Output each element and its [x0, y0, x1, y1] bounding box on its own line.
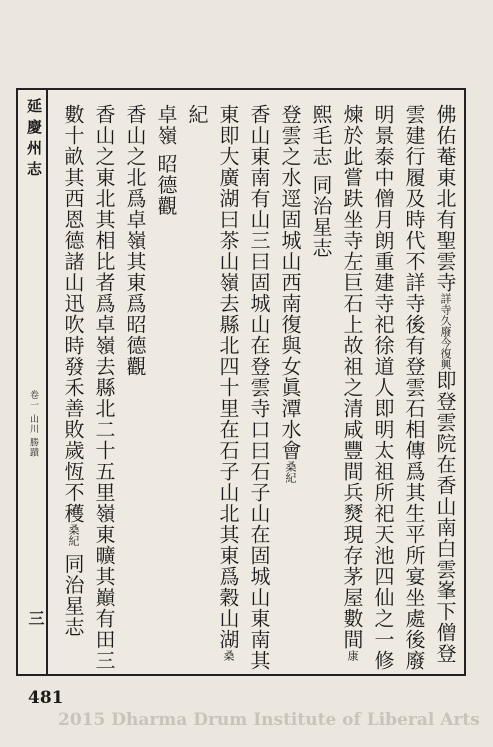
column-note: 康 — [346, 650, 359, 661]
column-text: 熙毛志 同治星志 — [309, 104, 333, 259]
text-column-13 — [57, 104, 88, 637]
column-text: 香山之北爲卓嶺其東爲昭德觀 — [123, 104, 147, 377]
column-text: 卓嶺 昭德觀 — [154, 104, 178, 217]
column-note: 桑紀 — [284, 461, 297, 483]
text-column-4 — [336, 104, 367, 661]
text-column-11 — [119, 104, 150, 377]
text-column-2 — [398, 104, 429, 671]
text-column-12 — [88, 104, 119, 671]
column-note: 桑紀 — [67, 524, 80, 546]
text-column-9 — [181, 104, 212, 125]
margin-column — [18, 90, 48, 674]
book-title: 延慶州志 — [25, 98, 43, 182]
column-text: 香山東南有山三曰固城山在登雲寺口曰石子山在固城山東南其 — [247, 104, 271, 671]
column-text: 登雲之水逕固城山西南復與女眞潭水會 — [278, 104, 302, 461]
column-text: 數十畝其西恩德諸山迅吹時發禾善敗歲恆不穫 — [61, 104, 85, 524]
watermark: 2015 Dharma Drum Institute of Liberal Arts — [58, 710, 480, 730]
column-tail: 即登雲院在香山南白雲峯下僧登 — [433, 370, 457, 664]
column-tail: 同治星志 — [61, 546, 85, 638]
column-text: 佛佑菴東北有聖雲寺 — [433, 104, 457, 293]
column-text: 明景泰中僧月朗重建寺祀徐道人即明太祖所祀天池四仙之一修 — [371, 104, 395, 671]
page-number: 481 — [28, 688, 64, 708]
text-column-8 — [212, 104, 243, 661]
column-text: 香山之東北其相比者爲卓嶺去縣北二十五里嶺東曠其巔有田三 — [92, 104, 116, 671]
column-note: 桑 — [222, 650, 235, 661]
text-column-7 — [243, 104, 274, 671]
text-column-1 — [429, 104, 460, 664]
text-column-5 — [305, 104, 336, 258]
text-frame — [16, 88, 466, 676]
column-text: 紀 — [185, 104, 209, 125]
text-column-10 — [150, 104, 181, 216]
column-text: 東即大廣湖曰茶山嶺去縣北四十里在石子山北其東爲穀山湖 — [216, 104, 240, 650]
text-column-6 — [274, 104, 305, 483]
column-text: 雲建行履及時代不詳寺後有登雲石相傳爲其生平所宴坐處後廢 — [402, 104, 426, 671]
column-note: 詳寺久廢今復興 — [439, 293, 452, 370]
column-text: 煉於此嘗趺坐寺左巨石上故祖之清咸豐間兵燹現存茅屋數間 — [340, 104, 364, 650]
section-label: 卷一 山川 勝蹟 — [28, 390, 38, 458]
body-text — [48, 90, 464, 674]
leaf-number: 三 — [26, 610, 45, 626]
text-column-3 — [367, 104, 398, 671]
